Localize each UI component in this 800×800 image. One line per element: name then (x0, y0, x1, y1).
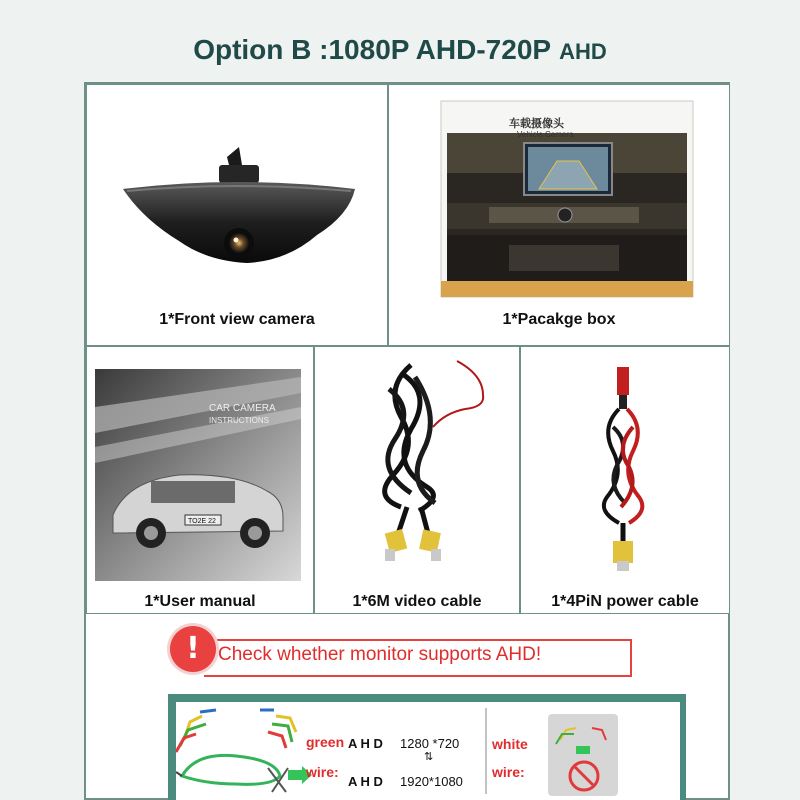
white-wire-label-1: white (492, 736, 528, 752)
item-user-manual (86, 346, 314, 614)
warning-text: Check whether monitor supports AHD! (218, 644, 542, 665)
manual-plate: TO2E 22 (188, 518, 216, 525)
green-wire-label-2: wire: (306, 764, 339, 780)
title-option: Option B : (193, 34, 329, 65)
ahd-label-2: A H D (348, 774, 383, 789)
video-cable-icon (315, 347, 520, 587)
box-header-en: Vehicle Camera (517, 130, 574, 139)
resolution-1: 1280 *720 (400, 736, 460, 751)
front-camera-icon (87, 85, 388, 315)
resolution-2: 1920*1080 (400, 774, 463, 789)
item-package-box (388, 84, 730, 346)
wire-info-strip (168, 694, 686, 800)
package-box-icon (389, 85, 730, 315)
exclamation-icon: ! (170, 626, 216, 672)
page-title (0, 34, 800, 67)
manual-cover-line1: CAR CAMERA (209, 403, 276, 414)
caption-user-manual: 1*User manual (144, 593, 256, 610)
item-front-camera (86, 84, 388, 346)
switch-icon: ⇅ (424, 751, 434, 763)
caption-package-box: 1*Pacakge box (502, 311, 616, 328)
green-wire-label-1: green (306, 734, 345, 750)
caption-front-camera: 1*Front view camera (159, 311, 315, 328)
manual-cover-line2: INSTRUCTIONS (209, 416, 269, 425)
title-main: 1080P AHD-720P (328, 34, 552, 65)
ahd-warning (168, 622, 634, 682)
contents-grid (84, 82, 730, 800)
user-manual-icon (87, 347, 314, 587)
wire-info-panel (176, 702, 680, 800)
ahd-label-1: A H D (348, 736, 383, 751)
white-wire-label-2: wire: (492, 764, 525, 780)
box-header-cn: 车载摄像头 (509, 117, 564, 130)
caption-video-cable: 1*6M video cable (352, 593, 482, 610)
title-suffix: AHD (559, 39, 607, 64)
caption-power-cable: 1*4PiN power cable (551, 593, 699, 610)
item-video-cable (314, 346, 520, 614)
item-power-cable (520, 346, 730, 614)
power-cable-icon (521, 347, 730, 587)
